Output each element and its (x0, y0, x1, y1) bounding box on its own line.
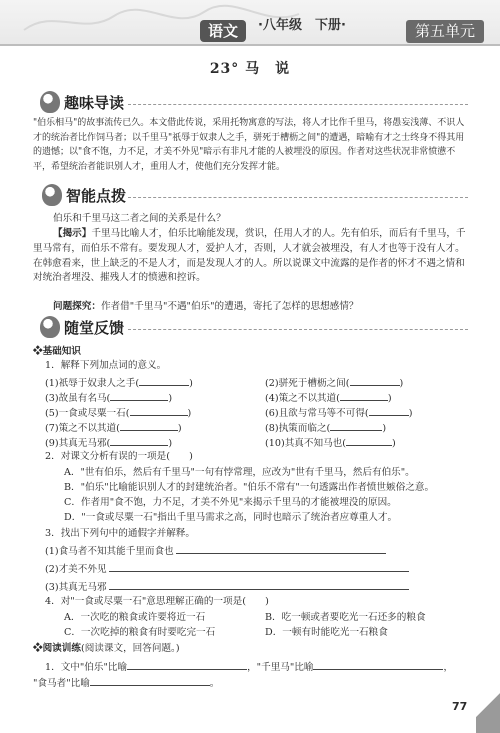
section-divider (128, 197, 468, 198)
mascot-icon (40, 91, 60, 113)
mascot-icon (40, 316, 60, 338)
page-corner-decoration (476, 690, 500, 733)
question-1: 1．解释下列加点词的意义。 (45, 360, 167, 371)
section-practice (40, 315, 124, 339)
q1-item: (4)策之不以其道( ) (265, 389, 392, 406)
question-4: 4．对"一食或尽粟一石"意思理解正确的一项是( ) (45, 596, 269, 607)
unit-badge: 第五单元 (406, 20, 484, 43)
q4-option: B．吃一顿或者要吃光一石还多的粮食 (265, 612, 426, 623)
q2-option: D．"一食或尽粟一石"指出千里马需求之高，同时也暗示了统治者应尊重人才。 (64, 512, 398, 523)
q1-item: (2)骈死于槽枥之间( ) (265, 374, 403, 391)
reading-q1: 1．文中"伯乐"比喻 ，"千里马"比喻 ， (45, 658, 453, 675)
section-title: 智能点拨 (66, 186, 127, 205)
q4-option: C．一次吃掉的粮食有时要吃完一石 (64, 627, 216, 638)
q1-item: (1)祇辱于奴隶人之手( ) (45, 374, 193, 391)
lesson-title: 23° 马 说 (209, 61, 291, 77)
question-3: 3．找出下列句中的通假字并解释。 (45, 528, 196, 539)
q4-option: A．一次吃的粮食或许要将近一石 (64, 612, 206, 623)
q1-item: (5)一食或尽粟一石( ) (45, 404, 191, 421)
fun-reading-text: "伯乐相马"的故事流传已久。本文借此传说，采用托物寓意的写法，将人才比作千里马，将愚妄浅薄、不识人才的统治者比作饲马者；以千里马"祇辱于奴隶人之手，骈死于槽枥之间"的遭遇，暗喻有才之士终身不得其用的遗憾；以"食不饱，力不足，才美不外见"暗示有非凡才能的人被埋没的原因。作者对这些状况非常愤懑不平，希望统治者能识别人才，重用人才，使他们充分发挥才能。 (33, 118, 465, 172)
reading-heading: ❖阅读训练(阅读课文，回答问题。) (33, 643, 180, 654)
section-divider (128, 104, 468, 105)
lightbulb-icon (42, 184, 62, 206)
grade-label: ·八年级 下册· (258, 18, 346, 33)
q1-item: (7)策之不以其道( ) (45, 419, 182, 436)
section-smart-guide (42, 183, 126, 207)
q1-item: (6)且欲与常马等不可得( ) (265, 404, 412, 421)
q3-item: (3)其真无马邪 (45, 578, 409, 595)
q4-option: D．一顿有时能吃光一石粮食 (265, 627, 388, 638)
question-2: 2．对课文分析有误的一项是( ) (45, 451, 193, 462)
guide-hint: 【揭示】千里马比喻人才，伯乐比喻能发现，赏识，任用人才的人。先有伯乐，而后有千里马，千里马常有，而伯乐不常有。要发现人才，爱护人才，否则，人才就会被埋没，有人才也等于没有人才。在韩愈看来，世上缺乏的不是人才，而是发现人才的人。所以说课文中流露的是作者的怀才不遇之情和对统治者埋没、摧残人才的愤懑和控诉。 (33, 228, 466, 284)
basics-heading: ❖基础知识 (33, 346, 81, 357)
q1-item: (3)故虽有名马( ) (45, 389, 172, 406)
section-title: 随堂反馈 (64, 318, 125, 337)
q1-item: (10)其真不知马也( ) (265, 434, 396, 451)
guide-question: 伯乐和千里马这二者之间的关系是什么？ (53, 213, 226, 224)
section-fun-reading (40, 90, 124, 114)
subject-badge: 语文 (200, 20, 246, 42)
q2-option: B．"伯乐"比喻能识别人才的封建统治者。"伯乐不常有"一句透露出作者愤世嫉俗之意。 (64, 482, 435, 493)
q3-item: (1)食马者不知其能千里而食也 (45, 542, 386, 559)
reading-q1-cont: "食马者"比喻 。 (33, 674, 219, 691)
q1-item: (8)执策而临之( ) (265, 419, 386, 436)
q2-option: A．"世有伯乐，然后有千里马"一句有悖常理，应改为"世有千里马，然后有伯乐"。 (64, 467, 415, 478)
section-divider (128, 329, 468, 330)
guide-explore: 问题探究：作者借"千里马"不遇"伯乐"的遭遇，寄托了怎样的思想感情？ (53, 301, 359, 312)
q2-option: C．作者用"食不饱，力不足，才美不外见"来揭示千里马的才能被埋没的原因。 (64, 497, 397, 508)
header-divider (0, 44, 500, 46)
section-title: 趣味导读 (64, 93, 125, 112)
page-number: 77 (452, 700, 468, 713)
q3-item: (2)才美不外见 (45, 560, 409, 577)
q1-item: (9)其真无马邪( ) (45, 434, 172, 451)
